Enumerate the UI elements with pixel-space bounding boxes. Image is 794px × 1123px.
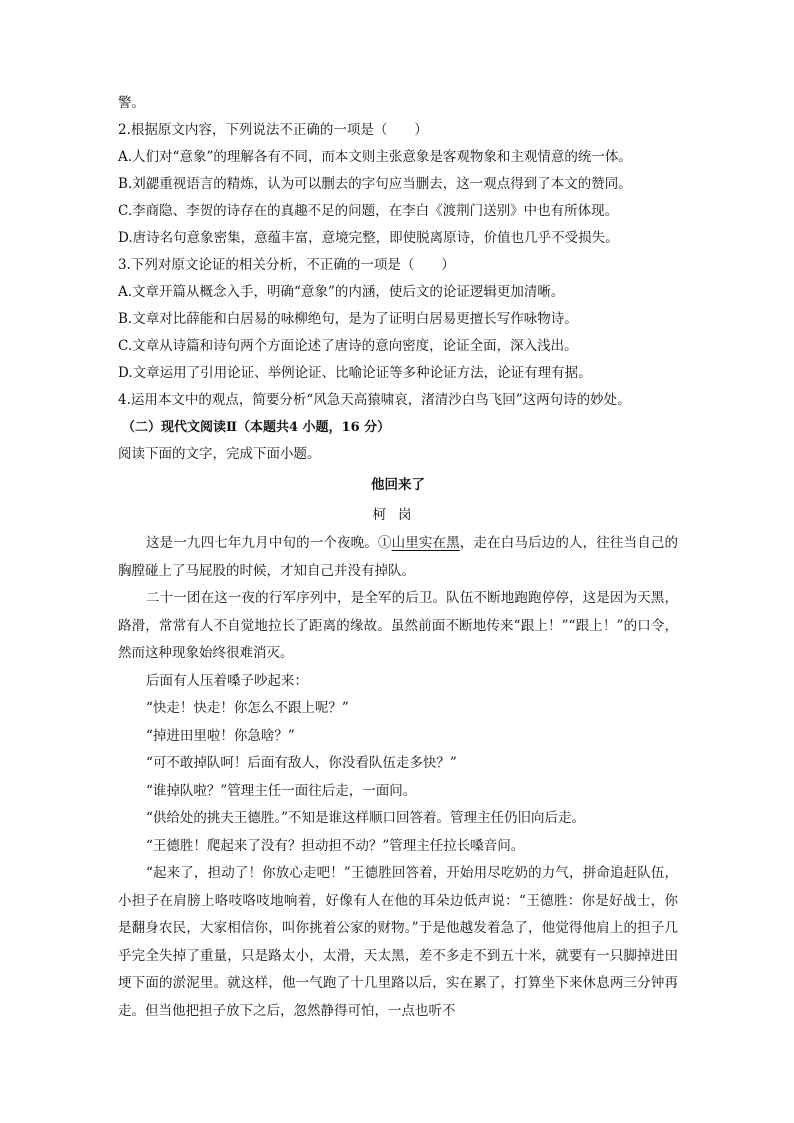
story-author: 柯岗 [372,507,424,523]
question-2-stem: 2.根据原文内容，下列说法不正确的一项是（ ） [118,122,428,138]
story-paragraph-1 [118,530,678,585]
question-2-option-c: C.李商隐、李贺的诗存在的真趣不足的问题，在李白《渡荆门送别》中也有所体现。 [118,203,619,219]
question-3-option-c: C.文章从诗篇和诗句两个方面论述了唐诗的意向密度，论证全面，深入浅出。 [118,338,578,354]
question-2-option-d: D.唐诗名句意象密集，意蕴丰富，意境完整，即使脱离原诗，价值也几乎不受损失。 [118,230,619,246]
exam-page [118,90,678,1025]
dialogue-line: “快走！快走！你怎么不跟上呢？” [146,700,349,716]
question-3-option-d: D.文章运用了引用论证、举例论证、比喻论证等多种论证方法，论证有理有据。 [118,365,592,381]
section-2-header: （二）现代文阅读Ⅱ（本题共4 小题，16 分） [122,420,391,435]
question-3-stem: 3.下列对原文论证的相关分析，不正确的一项是（ ） [118,257,455,273]
story-paragraph-3: 后面有人压着嗓子吵起来： [146,672,308,689]
dialogue-line: “可不敢掉队呵！后面有敌人，你没看队伍走多快？” [146,755,457,771]
story-paragraph-2: 二十一团在这一夜的行军序列中，是全军的后卫。队伍不断地跑跑停停，这是因为天黑，路滑，常常有人不自觉地拉长了距离的缘故。虽然前面不断地传来“跟上！”“跟上！”的口令，然而这种现象始终很难消灭。 [118,590,678,661]
dialogue-line: “王德胜！爬起来了没有？担动担不动？”管理主任拉长嗓音问。 [146,837,525,854]
story-paragraph-last: “起来了，担动了！你放心走吧！”王德胜回答着，开始用尽吃奶的力气，拼命追赶队伍，小担子在肩膀上咯吱咯吱地响着，好像有人在他的耳朵边低声说：“王德胜：你是好战士，你是翻身农民，大家相信你，叫你挑着公家的财物。”于是他越发着急了，他觉得他肩上的担子几乎完全失掉了重量，只是路太小，太滑，天太黑，差不多走不到五十米，就要有一只脚掉进田埂下面的淤泥里。就这样，他一气跑了十几里路以后，实在累了，打算坐下来休息两三分钟再走。但当他把担子放下之后，忽然静得可怕，一点也听不 [118,865,678,1019]
p1-after: ，走在白马后边的人，往往当自己的胸膛碰上了马屁股的时候，才知自己并没有掉队。 [118,535,679,579]
story-title: 他回来了 [371,477,425,493]
question-2-option-b: B.刘勰重视语言的精炼，认为可以删去的字句应当删去，这一观点得到了本文的赞同。 [118,176,632,192]
underlined-sentence: 山里实在黑 [391,535,460,551]
question-3-option-b: B.文章对比薛能和白居易的咏柳绝句，是为了证明白居易更擅长写作咏物诗。 [118,311,578,327]
question-2-option-a: A.人们对“意象”的理解各有不同，而本文则主张意象是客观物象和主观情意的统一体。 [118,149,632,165]
dialogue-line: “供给处的挑夫王德胜。”不知是谁这样顺口回答着。管理主任仍旧向后走。 [146,810,586,826]
reading-instruction: 阅读下面的文字，完成下面小题。 [118,446,321,462]
dialogue-line: “谁掉队啦？”管理主任一面往后走，一面问。 [146,782,417,799]
question-3-option-a: A.文章开篇从概念入手，明确“意象”的内涵，使后文的论证逻辑更加清晰。 [118,284,565,300]
question-4: 4.运用本文中的观点，简要分析“风急天高猿啸哀，渚清沙白鸟飞回”这两句诗的妙处。 [118,392,631,408]
dialogue-line: “掉进田里啦！你急啥？” [146,727,295,744]
p1-before: 这是一九四七年九月中旬的一个夜晚。① [146,535,392,551]
top-fragment: 警。 [118,95,145,111]
